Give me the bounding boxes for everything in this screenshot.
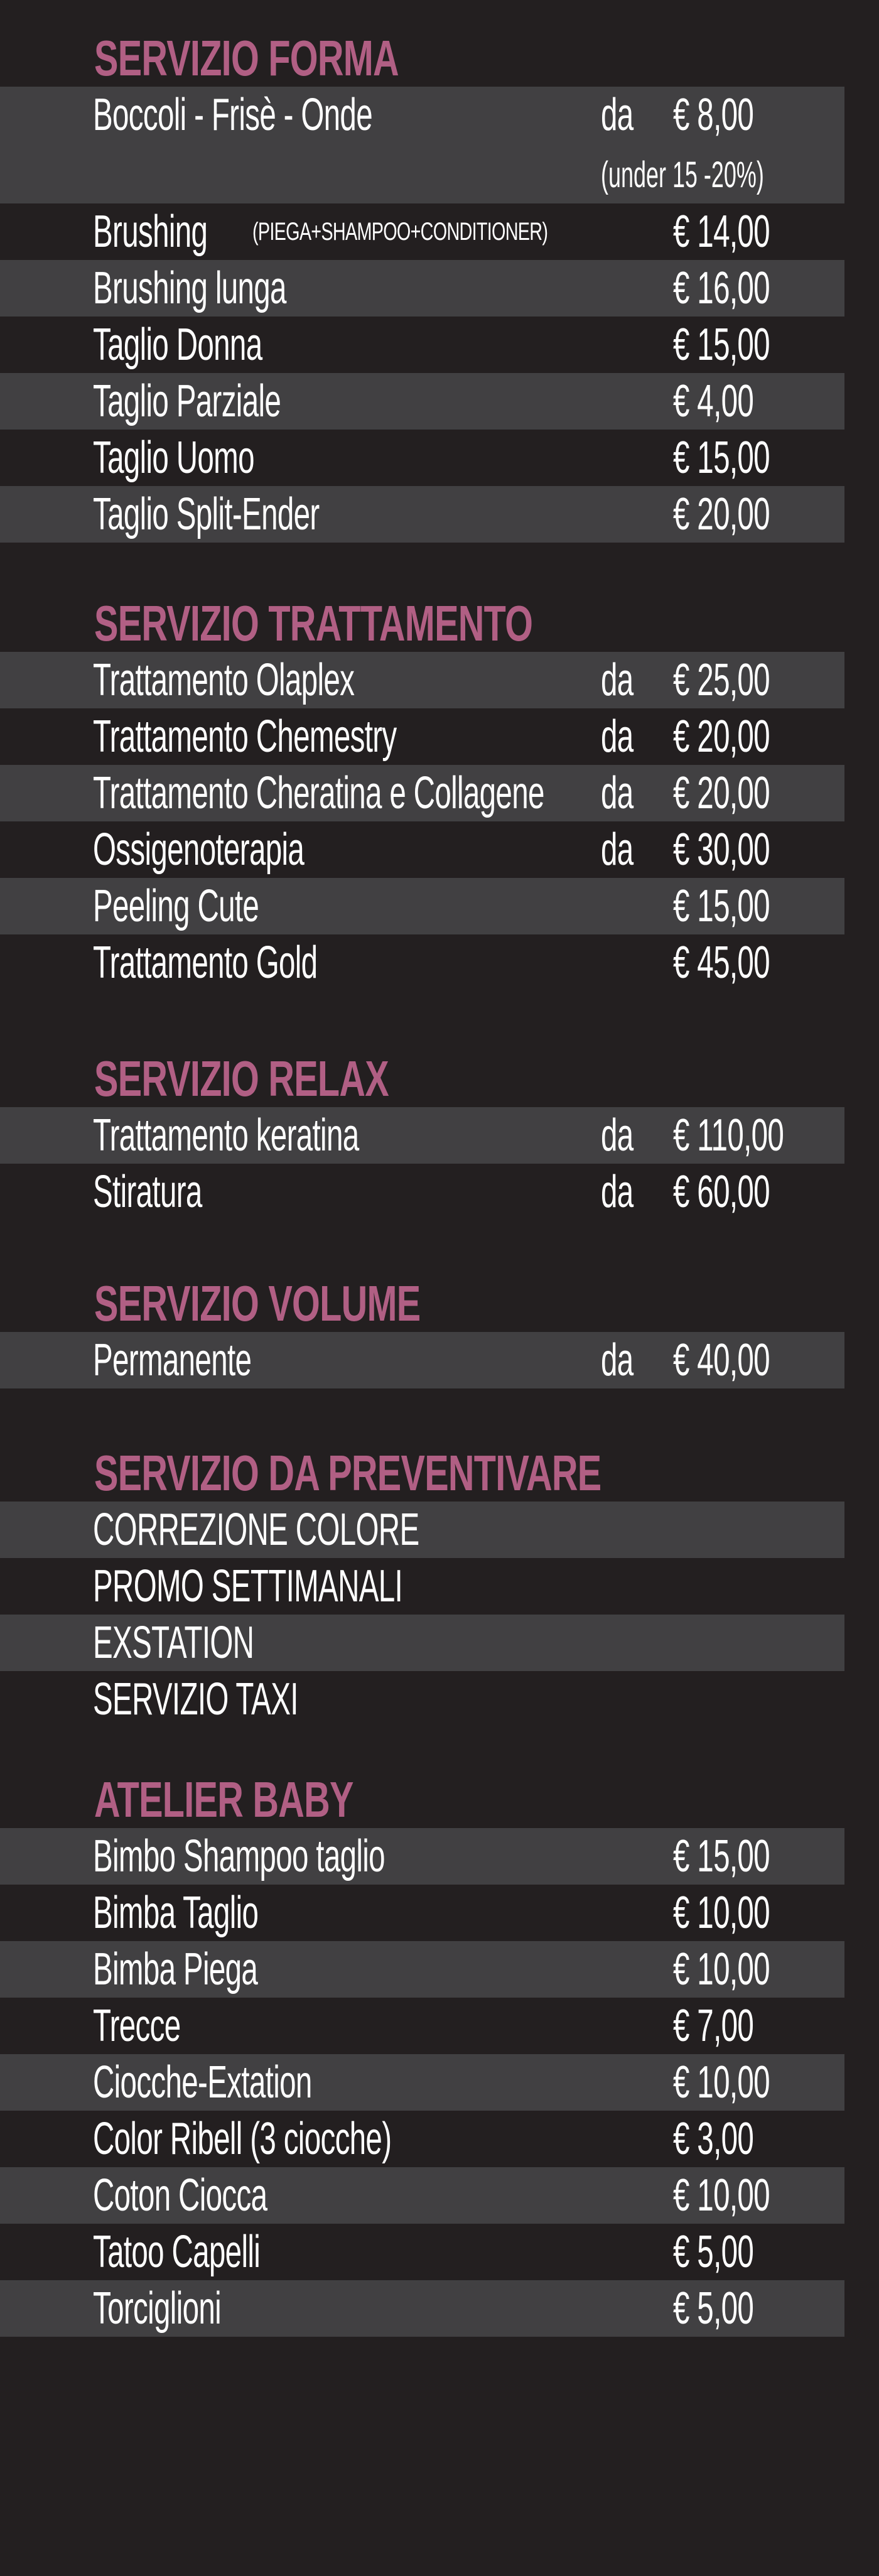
service-name: Trattamento Gold [93,938,318,988]
price-prefix: da [601,1167,634,1217]
service-row [0,1164,844,1220]
service-note: (PIEGA+SHAMPOO+CONDITIONER) [252,218,548,246]
service-row [0,878,844,934]
service-price: € 16,00 [673,263,770,313]
service-row [0,2280,844,2337]
service-row [0,821,844,878]
service-price: € 3,00 [673,2114,754,2164]
price-note: (under 15 -20%) [601,154,764,195]
service-row [0,1502,844,1558]
service-name: Taglio Parziale [93,376,281,426]
service-price: € 60,00 [673,1167,770,1217]
service-price: € 10,00 [673,1888,770,1938]
section-title: ATELIER BABY [94,1772,353,1827]
service-row [0,1615,844,1671]
service-row [0,486,844,543]
service-row [0,652,844,708]
service-price: € 20,00 [673,712,770,762]
service-row [0,87,844,203]
service-name: Tatoo Capelli [93,2227,261,2277]
service-price: € 10,00 [673,1944,770,1994]
service-name: Trattamento Cheratina e Collagene [93,768,544,818]
service-name: Coton Ciocca [93,2170,267,2221]
service-price: € 25,00 [673,655,770,705]
service-row [0,1885,844,1941]
price-prefix: da [601,1110,634,1161]
service-name: EXSTATION [93,1618,254,1668]
service-price: € 5,00 [673,2283,754,2334]
service-name: Color Ribell (3 ciocche) [93,2114,392,2164]
service-name: Trattamento Chemestry [93,712,397,762]
service-row [0,708,844,765]
service-name: PROMO SETTIMANALI [93,1561,403,1611]
service-row [0,934,844,991]
service-name: Brushing lunga [93,263,286,313]
service-row [0,203,844,260]
service-price: € 7,00 [673,2001,754,2051]
service-price: € 110,00 [673,1110,784,1161]
price-prefix: da [601,90,634,140]
service-row [0,1941,844,1998]
service-name: Permanente [93,1335,252,1385]
service-name: Boccoli - Frisè - Onde [93,90,372,140]
service-row [0,317,844,373]
section-title: SERVIZIO VOLUME [94,1275,421,1331]
price-prefix: da [601,1335,634,1385]
section-title: SERVIZIO DA PREVENTIVARE [94,1445,601,1501]
service-name: SERVIZIO TAXI [93,1674,298,1724]
service-name: Trecce [93,2001,181,2051]
service-row [0,2054,844,2111]
service-row [0,2167,844,2224]
service-price: € 15,00 [673,320,770,370]
service-price: € 8,00 [673,90,754,140]
service-price: € 30,00 [673,825,770,875]
service-row [0,260,844,317]
service-name: Peeling Cute [93,881,259,931]
service-price: € 45,00 [673,938,770,988]
service-name: Bimba Taglio [93,1888,259,1938]
service-price: € 15,00 [673,1831,770,1881]
price-prefix: da [601,825,634,875]
service-row [0,1828,844,1885]
service-name: Brushing [93,207,208,257]
service-row [0,765,844,821]
service-price: € 10,00 [673,2170,770,2221]
service-row [0,373,844,430]
service-name: Taglio Split-Ender [93,489,320,539]
service-name: Trattamento Olaplex [93,655,355,705]
section-title: SERVIZIO RELAX [94,1051,389,1107]
service-name: CORREZIONE COLORE [93,1505,419,1555]
section-title: SERVIZIO FORMA [94,30,399,86]
service-name: Trattamento keratina [93,1110,359,1161]
service-price: € 5,00 [673,2227,754,2277]
service-row [0,1332,844,1388]
service-name: Ossigenoterapia [93,825,305,875]
service-price: € 4,00 [673,376,754,426]
service-row [0,2224,844,2280]
price-prefix: da [601,712,634,762]
section-title: SERVIZIO TRATTAMENTO [94,595,533,651]
service-name: Taglio Donna [93,320,262,370]
service-price: € 10,00 [673,2057,770,2108]
service-price: € 15,00 [673,881,770,931]
service-price: € 40,00 [673,1335,770,1385]
service-price: € 20,00 [673,489,770,539]
service-price: € 14,00 [673,207,770,257]
service-row [0,1998,844,2054]
price-prefix: da [601,655,634,705]
service-name: Stiratura [93,1167,202,1217]
service-row [0,430,844,486]
service-name: Bimba Piega [93,1944,258,1994]
service-price: € 15,00 [673,433,770,483]
service-name: Torciglioni [93,2283,222,2334]
service-row [0,1107,844,1164]
service-name: Taglio Uomo [93,433,254,483]
price-prefix: da [601,768,634,818]
service-row [0,1558,844,1615]
service-row [0,1671,844,1728]
service-name: Ciocche-Extation [93,2057,312,2108]
service-price: € 20,00 [673,768,770,818]
service-row [0,2111,844,2167]
service-name: Bimbo Shampoo taglio [93,1831,385,1881]
